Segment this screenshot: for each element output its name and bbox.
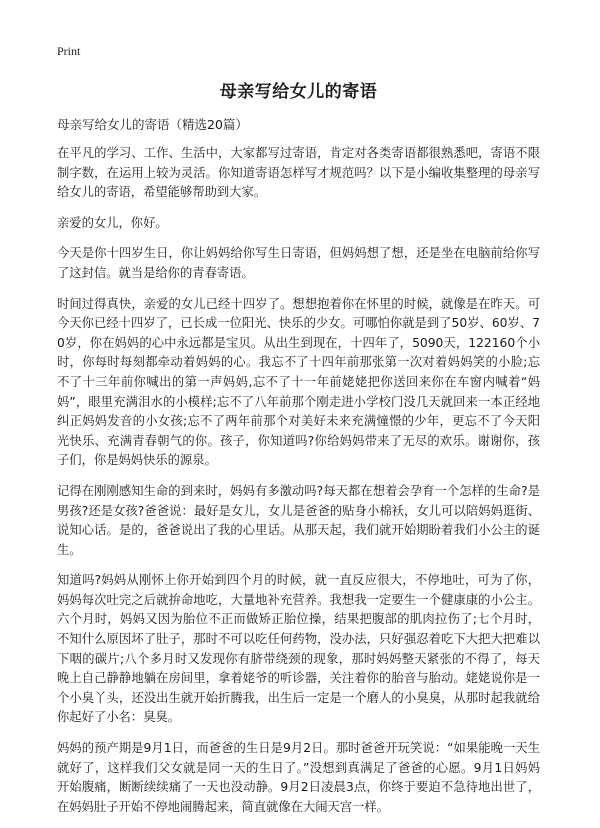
body-paragraph: 今天是你十四岁生日，你让妈妈给你写生日寄语，但妈妈想了想，还是坐在电脑前给你写了这封信。就当是给你的青春寄语。	[57, 246, 540, 280]
page-title: 母亲写给女儿的寄语	[219, 82, 378, 102]
greeting-paragraph: 亲爱的女儿，你好。	[57, 215, 168, 230]
body-paragraph: 妈妈的预产期是9月1日，而爸爸的生日是9月2日。那时爸爸开玩笑说：“如果能晚一天生就好了，这样我们父女就是同一天的生日了。”没想到真满足了爸爸的心愿。9月1日妈妈开始腹痛，断断续续痛了一天也没动静。9月2日凌晨3点，你终于要迫不急待地出世了，在妈妈肚子开始不停地闹腾起来，简直就像在大闹天宫一样。	[57, 741, 540, 814]
article-body	[57, 144, 540, 817]
body-paragraph: 时间过得真快，亲爱的女儿已经十四岁了。想想抱着你在怀里的时候，就像是在昨天。可今天你已经十四岁了，已长成一位阳光、快乐的少女。可哪怕你就是到了50岁、60岁、70岁，你在妈妈的心中永远都是宝贝。从出生到现在，十四年了，5090天，122160个小时，你每时每刻都牵动着妈妈的心。我忘不了十四年前那张第一次对着妈妈笑的小脸;忘不了十三年前你喊出的第一声妈妈,忘不了十一年前姥姥把你送回来你在车窗内喊着“妈妈”，眼里充满泪水的小模样;忘不了八年前那个刚走进小学校门没几天就回来一本正经地纠正妈妈发音的小女孩;忘不了两年前那个对美好未来充满憧憬的少年，更忘不了今天阳光快乐、充满青春朝气的你。孩子，你知道吗?你给妈妈带来了无尽的欢乐。谢谢你，孩子们，你是妈妈快乐的源泉。	[57, 296, 540, 468]
intro-paragraph: 在平凡的学习、工作、生活中，大家都写过寄语，肯定对各类寄语都很熟悉吧，寄语不限制字数，在运用上较为灵活。你知道寄语怎样写才规范吗？以下是小编收集整理的母亲写给女儿的寄语，希望能够帮助到大家。	[57, 146, 540, 200]
body-paragraph: 知道吗?妈妈从刚怀上你开始到四个月的时候，就一直反应很大，不停地吐，可为了你，妈妈每次吐完之后就拚命地吃，大量地补充营养。我想我一定要生一个健康康的小公主。六个月时，妈妈又因为胎位不正而做矫正胎位操，结果把腹部的肌肉拉伤了;七个月时，不知什么原因坏了肚子，那时不可以吃任何药物，没办法，只好强忍着吃下大把大把难以下咽的碳片;八个多月时又发现你有脐带绕颈的现象，那时妈妈整天紧张的不得了，每天晚上自己静静地躺在房间里，拿着姥爷的听诊器，关注着你的胎音与胎动。姥姥说你是一个小臭丫头，还没出生就开始折腾我，出生后一定是一个磨人的小臭臭，从那时起我就给你起好了小名：臭臭。	[57, 573, 540, 725]
article-subtitle: 母亲写给女儿的寄语（精选20篇）	[57, 117, 248, 132]
print-link[interactable]: Print	[57, 44, 81, 58]
body-paragraph: 记得在刚刚感知生命的到来时，妈妈有多激动吗?每天都在想着会孕育一个怎样的生命?是男孩?还是女孩?爸爸说：最好是女儿，女儿是爸爸的贴身小棉袄，女儿可以陪妈妈逛街、说知心话。是的，爸爸说出了我的心里话。从那天起，我们就开始期盼着我们小公主的诞生。	[57, 483, 540, 557]
